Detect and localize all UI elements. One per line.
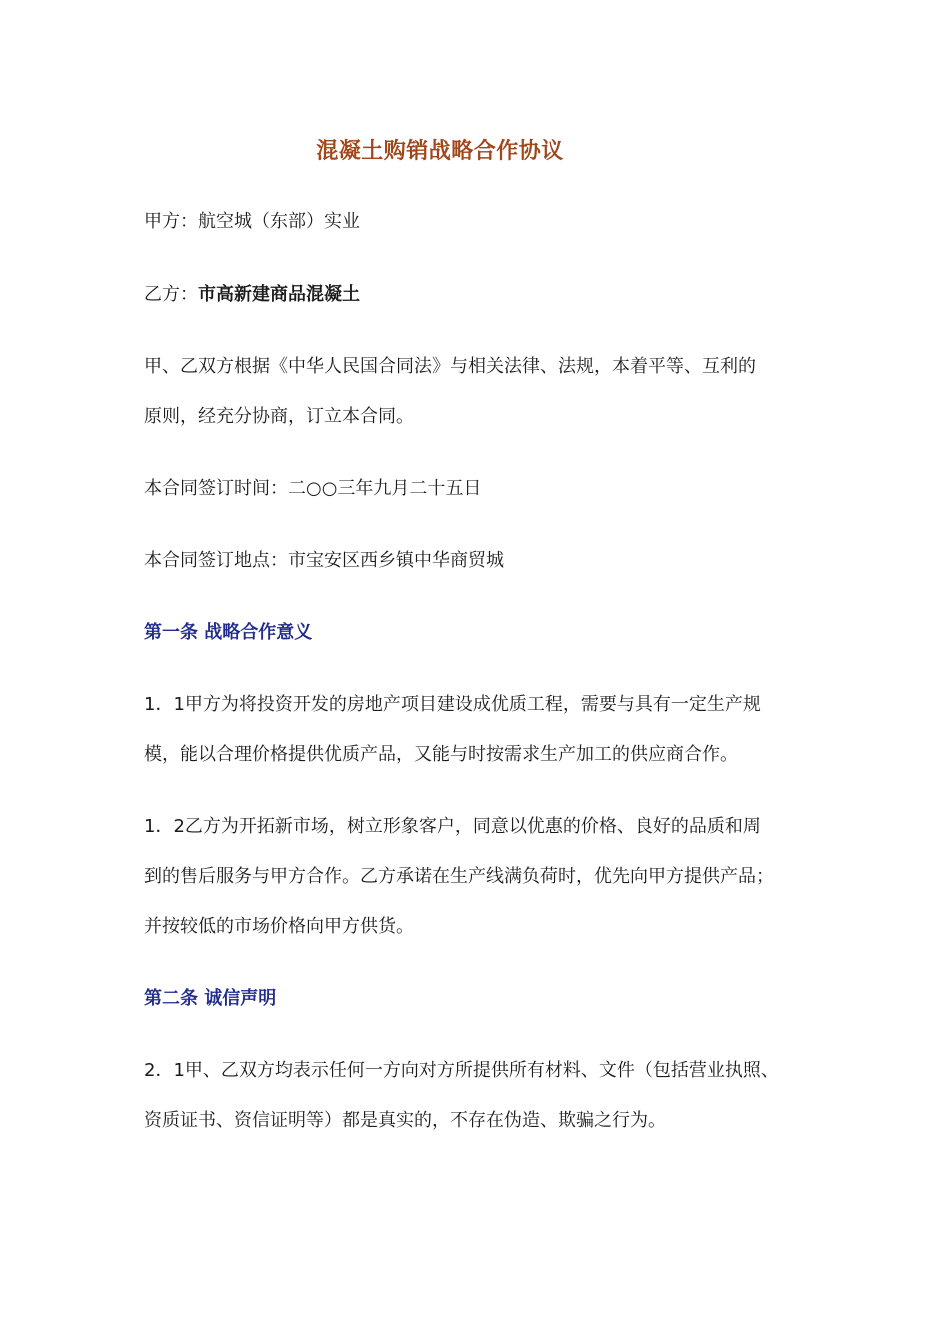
party-a-value: 航空城（东部）实业 bbox=[198, 211, 360, 232]
sign-place-label: 本合同签订地点： bbox=[144, 550, 288, 571]
party-a-label: 甲方： bbox=[144, 211, 198, 232]
article-1-2-line-1: 1．2乙方为开拓新市场，树立形象客户，同意以优惠的价格、良好的品质和周 bbox=[144, 816, 761, 837]
article-2-1-line-2: 资质证书、资信证明等）都是真实的，不存在伪造、欺骗之行为。 bbox=[144, 1110, 666, 1131]
article-1-heading: 第一条 战略合作意义 bbox=[144, 622, 313, 643]
article-1-1-line-2: 模，能以合理价格提供优质产品，又能与时按需求生产加工的供应商合作。 bbox=[144, 744, 738, 765]
sign-place-line bbox=[144, 549, 504, 573]
party-b-line bbox=[144, 283, 360, 307]
sign-time-label: 本合同签订时间： bbox=[144, 478, 288, 499]
sign-place-value: 市宝安区西乡镇中华商贸城 bbox=[288, 550, 504, 571]
party-a-line bbox=[144, 210, 360, 234]
preamble-line-1: 甲、乙双方根据《中华人民国合同法》与相关法律、法规，本着平等、互利的 bbox=[144, 356, 756, 377]
article-2-heading: 第二条 诚信声明 bbox=[144, 988, 277, 1009]
preamble-line-2: 原则，经充分协商，订立本合同。 bbox=[144, 406, 414, 427]
sign-time-line bbox=[144, 477, 481, 501]
article-1-2-line-2: 到的售后服务与甲方合作。乙方承诺在生产线满负荷时，优先向甲方提供产品； bbox=[144, 866, 774, 887]
party-b-value: 市高新建商品混凝土 bbox=[198, 284, 360, 305]
article-1-1-line-1: 1．1甲方为将投资开发的房地产项目建设成优质工程，需要与具有一定生产规 bbox=[144, 694, 761, 715]
sign-time-value: 二○○三年九月二十五日 bbox=[288, 478, 482, 499]
article-2-1-line-1: 2．1甲、乙双方均表示任何一方向对方所提供所有材料、文件（包括营业执照、 bbox=[144, 1060, 779, 1081]
article-1-2-line-3: 并按较低的市场价格向甲方供货。 bbox=[144, 916, 414, 937]
party-b-label: 乙方： bbox=[144, 284, 198, 305]
document-title: 混凝土购销战略合作协议 bbox=[316, 139, 564, 164]
